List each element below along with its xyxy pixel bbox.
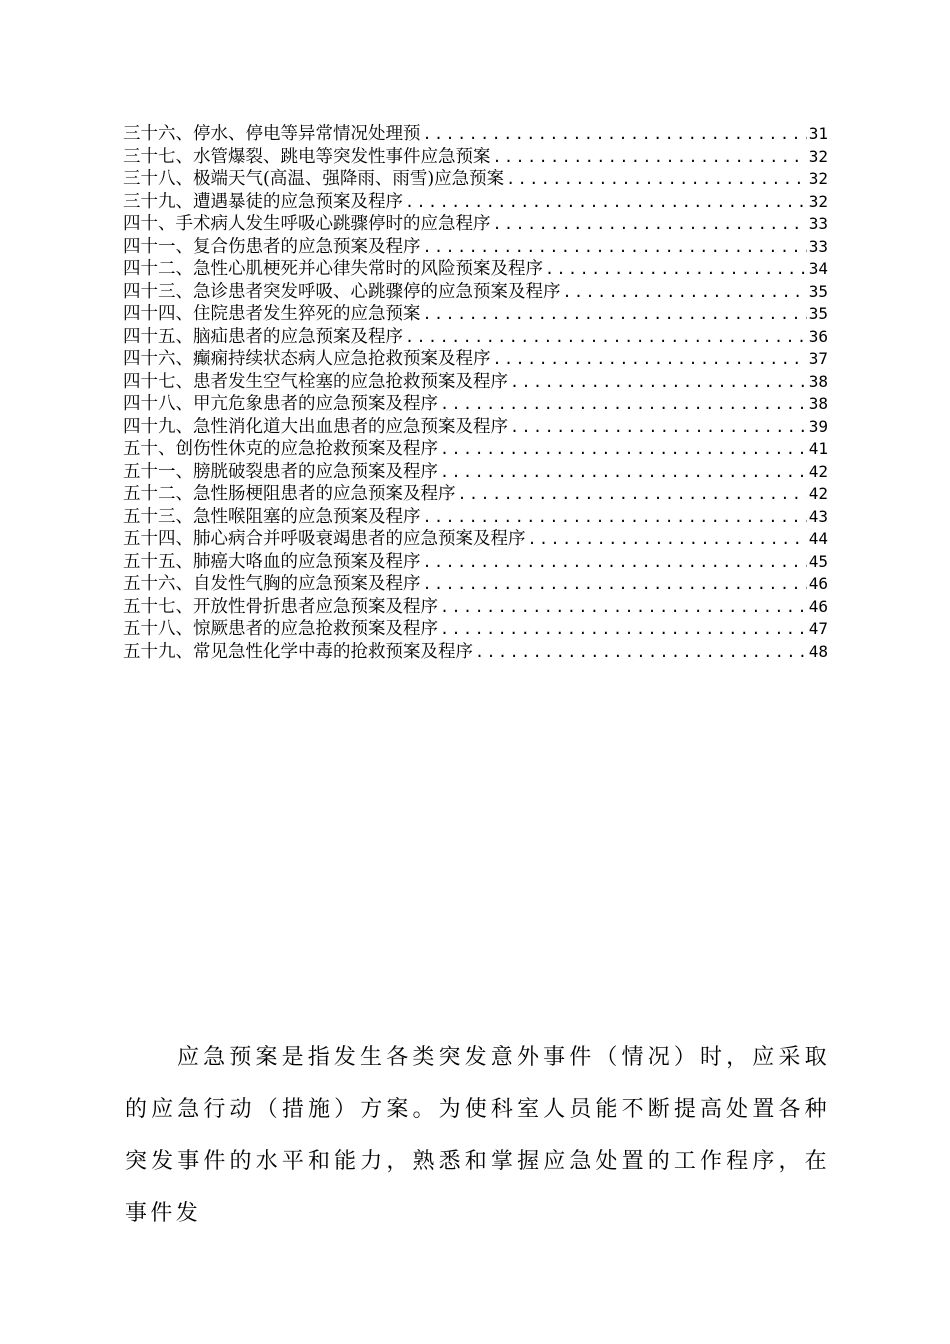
- toc-entry-page-number: 42: [808, 461, 828, 481]
- toc-entry[interactable]: [123, 461, 828, 484]
- toc-entry-title: 三十七、水管爆裂、跳电等突发性事件应急预案: [123, 146, 491, 167]
- toc-entry-page-number: 35: [808, 281, 828, 301]
- toc-entry-title: 三十九、遭遇暴徒的应急预案及程序: [123, 191, 403, 212]
- toc-entry-title: 五十四、肺心病合并呼吸衰竭患者的应急预案及程序: [123, 529, 526, 549]
- toc-leader-dots: [440, 438, 807, 461]
- toc-entry-page-number: 38: [808, 394, 828, 413]
- toc-leader-dots: [506, 168, 807, 191]
- toc-entry-page-number: 33: [808, 214, 828, 233]
- toc-entry[interactable]: [123, 213, 828, 236]
- toc-entry-title: 四十八、甲亢危象患者的应急预案及程序: [123, 394, 438, 414]
- toc-entry[interactable]: [123, 506, 828, 529]
- toc-entry-page-number: 36: [808, 326, 828, 346]
- toc-entry-title: 四十六、癫痫持续状态病人应急抢救预案及程序: [123, 349, 491, 369]
- toc-entry-page-number: 32: [808, 169, 828, 188]
- toc-leader-dots: [440, 393, 807, 416]
- toc-entry-title: 五十一、膀胱破裂患者的应急预案及程序: [123, 461, 438, 482]
- toc-entry-title: 五十二、急性肠梗阻患者的应急预案及程序: [123, 484, 456, 504]
- toc-entry-page-number: 41: [808, 439, 828, 458]
- toc-leader-dots: [458, 483, 807, 506]
- toc-entry[interactable]: [123, 641, 828, 664]
- toc-entry[interactable]: [123, 551, 828, 574]
- table-of-contents: [123, 123, 828, 663]
- toc-leader-dots: [545, 258, 807, 281]
- toc-entry-page-number: 37: [808, 349, 828, 368]
- toc-entry-page-number: 45: [808, 551, 828, 571]
- toc-entry-page-number: 42: [808, 484, 828, 503]
- toc-entry[interactable]: [123, 123, 828, 146]
- toc-leader-dots: [528, 528, 807, 551]
- toc-entry-title: 四十二、急性心肌梗死并心律失常时的风险预案及程序: [123, 259, 543, 279]
- toc-leader-dots: [423, 573, 807, 596]
- toc-leader-dots: [405, 326, 807, 349]
- toc-leader-dots: [423, 303, 807, 326]
- toc-entry-title: 四十三、急诊患者突发呼吸、心跳骤停的应急预案及程序: [123, 281, 561, 302]
- toc-entry-page-number: 43: [808, 506, 828, 526]
- toc-entry[interactable]: [123, 146, 828, 169]
- toc-entry[interactable]: [123, 326, 828, 349]
- toc-entry-title: 五十、创伤性休克的应急抢救预案及程序: [123, 439, 438, 459]
- toc-leader-dots: [440, 618, 807, 641]
- toc-leader-dots: [405, 191, 807, 214]
- toc-entry[interactable]: [123, 573, 828, 596]
- toc-leader-dots: [423, 123, 807, 146]
- toc-entry-title: 五十九、常见急性化学中毒的抢救预案及程序: [123, 641, 473, 662]
- toc-entry[interactable]: [123, 191, 828, 214]
- toc-entry-page-number: 34: [808, 259, 828, 278]
- toc-leader-dots: [423, 506, 807, 529]
- toc-entry-title: 四十五、脑疝患者的应急预案及程序: [123, 326, 403, 347]
- toc-entry-title: 五十三、急性喉阻塞的应急预案及程序: [123, 506, 421, 527]
- toc-entry[interactable]: [123, 483, 828, 506]
- toc-entry-title: 四十九、急性消化道大出血患者的应急预案及程序: [123, 416, 508, 437]
- toc-entry-page-number: 47: [808, 619, 828, 638]
- toc-leader-dots: [440, 461, 807, 484]
- toc-leader-dots: [493, 348, 807, 371]
- toc-leader-dots: [423, 236, 807, 259]
- toc-entry[interactable]: [123, 281, 828, 304]
- toc-entry-page-number: 46: [808, 574, 828, 593]
- toc-entry-title: 五十七、开放性骨折患者应急预案及程序: [123, 596, 438, 617]
- toc-entry-page-number: 48: [808, 641, 828, 661]
- toc-entry-title: 三十八、极端天气(高温、强降雨、雨雪)应急预案: [123, 169, 505, 189]
- toc-leader-dots: [510, 371, 807, 394]
- toc-leader-dots: [563, 281, 807, 304]
- toc-entry-title: 四十一、复合伤患者的应急预案及程序: [123, 236, 421, 257]
- toc-entry-title: 四十、手术病人发生呼吸心跳骤停时的应急程序: [123, 214, 491, 234]
- toc-entry[interactable]: [123, 416, 828, 439]
- toc-entry-page-number: 35: [808, 304, 828, 323]
- toc-leader-dots: [493, 146, 807, 169]
- toc-entry[interactable]: [123, 303, 828, 326]
- toc-entry-page-number: 31: [808, 124, 828, 143]
- toc-entry[interactable]: [123, 618, 828, 641]
- toc-entry-page-number: 44: [808, 529, 828, 548]
- toc-entry[interactable]: [123, 258, 828, 281]
- toc-entry-title: 五十八、惊厥患者的应急抢救预案及程序: [123, 619, 438, 639]
- toc-entry[interactable]: [123, 348, 828, 371]
- toc-entry[interactable]: [123, 168, 828, 191]
- toc-leader-dots: [440, 596, 807, 619]
- toc-entry[interactable]: [123, 236, 828, 259]
- toc-entry-title: 四十七、患者发生空气栓塞的应急抢救预案及程序: [123, 371, 508, 392]
- toc-entry[interactable]: [123, 528, 828, 551]
- toc-leader-dots: [423, 551, 807, 574]
- intro-paragraph: 应急预案是指发生各类突发意外事件（情况）时，应采取的应急行动（措施）方案。为使科室人员能不断提高处置各种突发事件的水平和能力，熟悉和掌握应急处置的工作程序，在事件发: [125, 1045, 830, 1226]
- toc-entry-title: 四十四、住院患者发生猝死的应急预案: [123, 304, 421, 324]
- toc-leader-dots: [493, 213, 807, 236]
- toc-entry-title: 五十六、自发性气胸的应急预案及程序: [123, 574, 421, 594]
- toc-entry-page-number: 32: [808, 146, 828, 166]
- toc-entry[interactable]: [123, 438, 828, 461]
- toc-leader-dots: [510, 416, 807, 439]
- toc-entry-title: 三十六、停水、停电等异常情况处理预: [123, 124, 421, 144]
- toc-entry-title: 五十五、肺癌大咯血的应急预案及程序: [123, 551, 421, 572]
- toc-entry[interactable]: [123, 371, 828, 394]
- toc-entry-page-number: 39: [808, 416, 828, 436]
- toc-entry[interactable]: [123, 393, 828, 416]
- toc-entry-page-number: 33: [808, 236, 828, 256]
- toc-entry-page-number: 32: [808, 191, 828, 211]
- toc-entry[interactable]: [123, 596, 828, 619]
- toc-leader-dots: [475, 641, 807, 664]
- toc-entry-page-number: 38: [808, 371, 828, 391]
- toc-entry-page-number: 46: [808, 596, 828, 616]
